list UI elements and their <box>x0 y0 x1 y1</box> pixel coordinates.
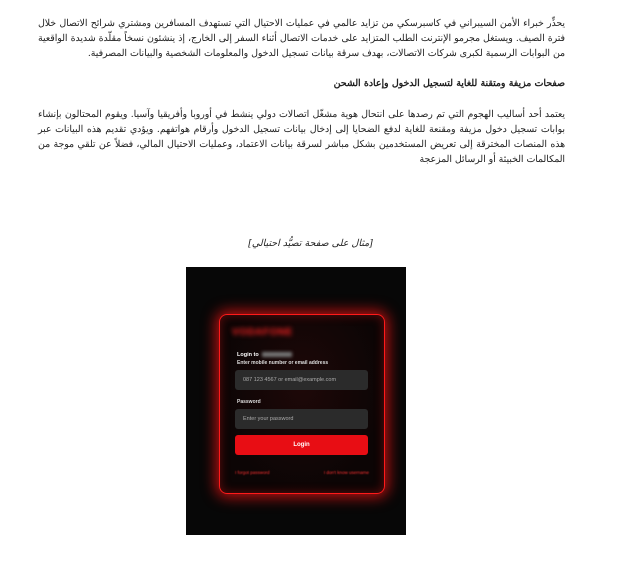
brand-logo-blurred: VODAFONE <box>232 327 293 338</box>
password-input[interactable]: Enter your password <box>235 409 368 429</box>
identifier-input[interactable]: 087 123 4567 or email@example.com <box>235 370 368 390</box>
forgot-password-link[interactable]: I forgot password <box>235 470 270 475</box>
figure-caption: [مثال على صفحة تصيُّد احتيالي] <box>248 238 373 249</box>
article-body <box>38 16 565 182</box>
login-to-label <box>237 352 292 358</box>
password-label: Password <box>237 399 261 405</box>
forgot-username-link[interactable]: I don't know username <box>323 470 369 475</box>
redacted-brand-name <box>262 352 292 357</box>
login-button[interactable]: Login <box>235 435 368 455</box>
section-heading: صفحات مزيفة ومتقنة للغاية لتسجيل الدخول وإعادة الشحن <box>333 77 565 89</box>
identifier-label: Enter mobile number or email address <box>237 360 329 366</box>
section-paragraph: يعتمد أحد أساليب الهجوم التي تم رصدها على انتحال هوية مشغّل اتصالات دولي ينشط في أوروبا وأفريقيا وآسيا. ويقوم المحتالون بإنشاء بوابات تسجيل دخول مزيفة ومقنعة للغاية لدفع الضحايا إلى إدخال بيانات تسجيل الدخول وأرقام هواتفهم. ويؤدي تقديم هذه البيانات عبر هذه المنصات المخترقة إلى تعريض المستخدمين بشكل مباشر لسرقة بيانات الاعتماد، وعمليات الاحتيال المالي، فضلاً عن تلقي موجة من المكالمات الخبيثة أو الرسائل المزعجة <box>38 108 565 166</box>
login-to-text: Login to <box>237 352 259 358</box>
login-card <box>219 314 385 494</box>
intro-paragraph: يحذِّر خبراء الأمن السيبراني في كاسبرسكي من تزايد عالمي في عمليات الاحتيال التي تستهدف المسافرين ومشتري شرائح الاتصال خلال فترة الصيف. ويستغل مجرمو الإنترنت الطلب المتزايد على خدمات الاتصال أثناء السفر إلى الخارج، إذ ينشئون نسخاً مقلّدة شديدة الواقعية من البوابات الرسمية لكبرى شركات الاتصالات، بهدف سرقة بيانات تسجيل الدخول والمعلومات الشخصية والبيانات المصرفية. <box>38 18 565 60</box>
phishing-page-screenshot <box>186 267 406 535</box>
